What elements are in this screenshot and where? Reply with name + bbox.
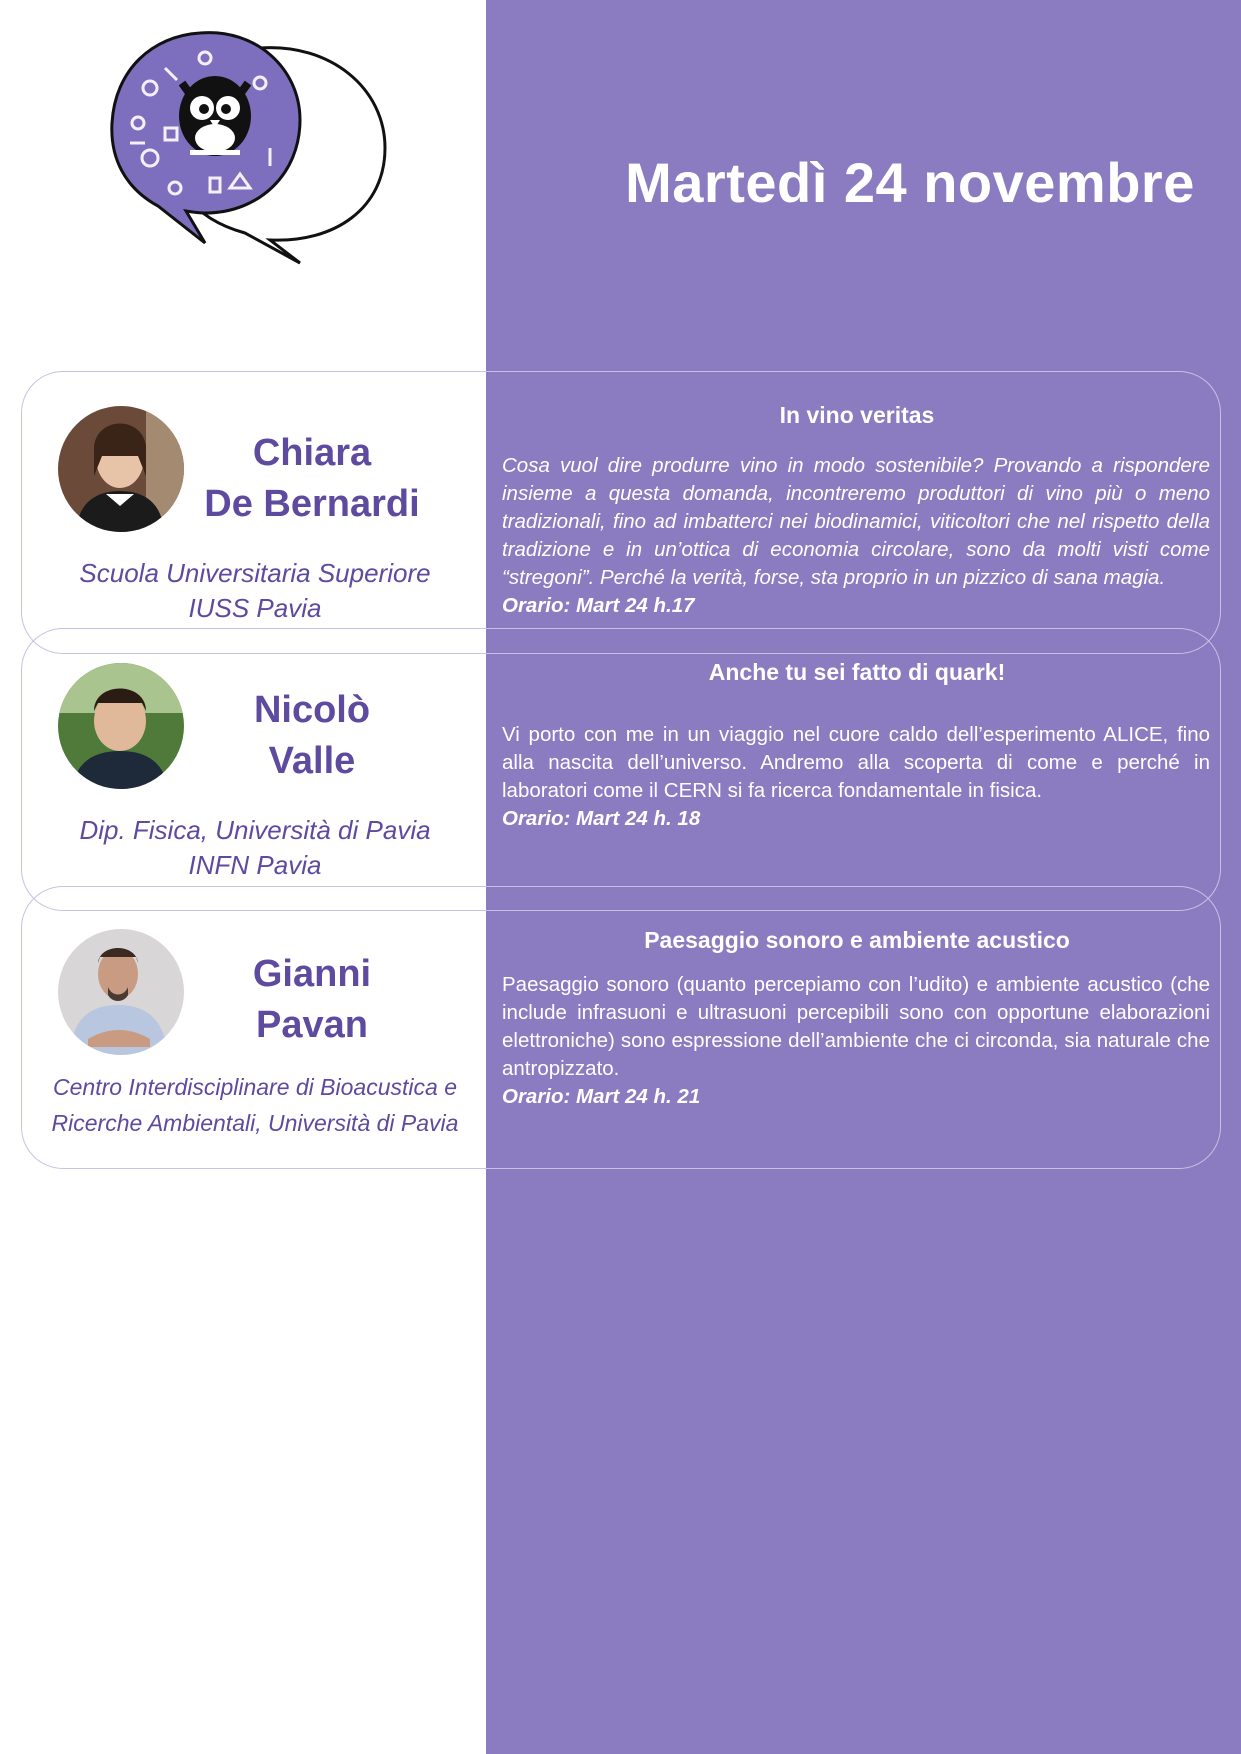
speaker-name: Chiara De Bernardi [204,432,420,525]
talk-panel [502,887,1212,1168]
speaker-affiliation: Centro Interdisciplinare di Bioacustica e Ricerche Ambientali, Università di Pavia [51,1074,459,1136]
speaker-panel [22,372,487,653]
talk-panel [502,372,1212,653]
talk-schedule: Orario: Mart 24 h. 18 [502,807,701,830]
talk-schedule: Orario: Mart 24 h.17 [502,594,695,617]
speaker-panel [22,887,487,1168]
speaker-name: Gianni Pavan [252,953,372,1046]
owl-speech-bubble-logo [110,28,400,268]
talk-description [502,971,1210,1111]
talk-title: In vino veritas [779,402,935,428]
speaker-photo [58,663,184,789]
talk-title: Paesaggio sonoro e ambiente acustico [644,927,1070,953]
talk-card [21,628,1221,911]
speaker-name: Nicolò Valle [253,689,371,782]
talk-description-text: Vi porto con me in un viaggio nel cuore caldo dell’esperimento ALICE, fino alla nascita dell’universo. Andremo alla scoperta di come e perché in laboratori come il CERN si fa ricerca fondamentale in fisica. [502,723,1210,802]
speaker-photo [58,929,184,1055]
speaker-affiliation: Scuola Universitaria Superiore IUSS Pavia [79,558,431,623]
talk-schedule: Orario: Mart 24 h. 21 [502,1085,701,1108]
talk-panel [502,629,1212,910]
talk-description [502,452,1210,620]
talk-description-text: Paesaggio sonoro (quanto percepiamo con l’udito) e ambiente acustico (che include infrasuoni e ultrasuoni percepibili sono con opportune elaborazioni elettroniche) sono espressione dell’ambiente che ci circonda, sia naturale che antropizzato. [502,973,1210,1080]
owl-icon [179,76,251,156]
talk-description-text: Cosa vuol dire produrre vino in modo sostenibile? Provando a rispondere insieme a questa domanda, incontreremo produttori di vino più o meno tradizionali, fino ad imbatterci nei biodinamici, viticoltori che nel rispetto della tradizione e in un’ottica di economia circolare, sono da molti visti come “stregoni”. Perché la verità, forse, sta proprio in un pizzico di sana magia. [502,454,1210,589]
talk-card [21,371,1221,654]
speaker-panel [22,629,487,910]
speaker-photo [58,406,184,532]
talk-title: Anche tu sei fatto di quark! [708,659,1006,685]
speaker-affiliation: Dip. Fisica, Università di Pavia INFN Pavia [79,815,431,880]
talk-card [21,886,1221,1169]
talk-description [502,721,1210,833]
page-title: Martedì 24 novembre [625,151,1195,214]
